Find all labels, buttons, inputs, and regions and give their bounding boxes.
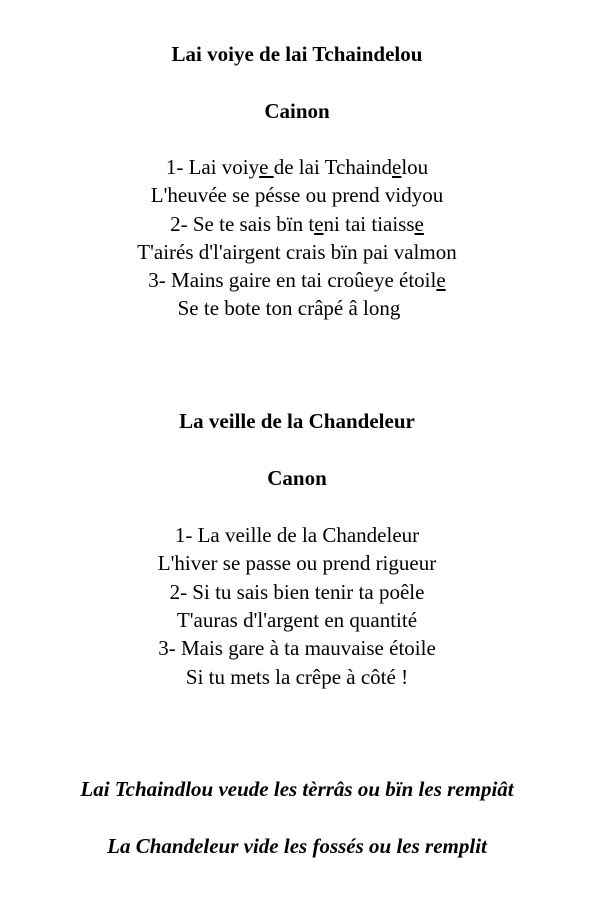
song1-line-2: L'heuvée se pésse ou prend vidyou bbox=[150, 183, 444, 207]
song2-line-3: 2- Si tu sais bien tenir ta poêle bbox=[169, 580, 425, 604]
song2-line-1: 1- La veille de la Chandeleur bbox=[174, 523, 420, 547]
song1-line-3: 2- Se te sais bïn teni tai tiaisse bbox=[170, 212, 424, 236]
song2-line-4: T'auras d'l'argent en quantité bbox=[176, 608, 418, 632]
song1-title: Lai voiye de lai Tchaindelou bbox=[171, 42, 423, 66]
song1-line-1: 1- Lai voiye de lai Tchaindelou bbox=[165, 155, 429, 179]
song2-subtitle: Canon bbox=[267, 466, 327, 490]
song1-line-5: 3- Mains gaire en tai croûeye étoile bbox=[148, 268, 446, 292]
proverb-french: La Chandeleur vide les fossés ou les remplit bbox=[107, 834, 487, 858]
song1-line-6: Se te bote ton crâpé â long bbox=[177, 296, 401, 320]
song2-line-6: Si tu mets la crêpe à côté ! bbox=[185, 665, 409, 689]
song2-line-2: L'hiver se passe ou prend rigueur bbox=[157, 551, 437, 575]
song1-line-4: T'airés d'l'airgent crais bïn pai valmon bbox=[137, 240, 457, 264]
proverb-patois: Lai Tchaindlou veude les tèrrâs ou bïn les rempiât bbox=[80, 777, 514, 801]
song2-line-5: 3- Mais gare à ta mauvaise étoile bbox=[158, 636, 436, 660]
song2-title: La veille de la Chandeleur bbox=[179, 409, 415, 433]
song1-subtitle: Cainon bbox=[264, 99, 330, 123]
